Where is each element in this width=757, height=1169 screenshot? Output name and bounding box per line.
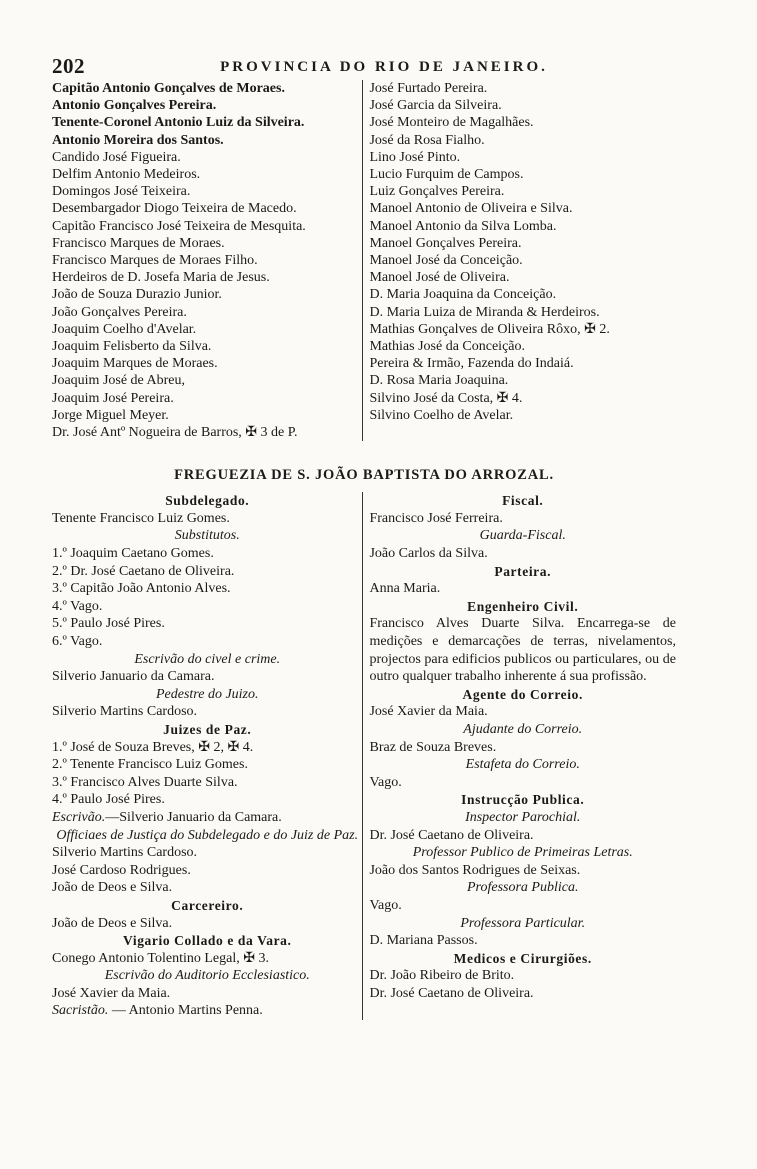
list-item: Jorge Miguel Meyer. (52, 407, 169, 423)
list-item: 3.º Capitão João Antonio Alves. (52, 581, 231, 597)
list-item: Joaquim José de Abreu, (52, 373, 185, 389)
fiscal-name: Francisco José Ferreira. (369, 510, 503, 526)
list-item: Capitão Antonio Gonçalves de Moraes. (52, 81, 285, 96)
medicos-heading: Medicos e Cirurgiões. (453, 950, 592, 966)
inspector-heading: Inspector Parochial. (465, 809, 581, 825)
list-item: Dr. João Ribeiro de Brito. (369, 968, 515, 984)
professora-particular-name: D. Mariana Passos. (369, 933, 478, 949)
list-item: 1.º Joaquim Caetano Gomes. (52, 546, 214, 562)
list-item: Antonio Moreira dos Santos. (52, 132, 224, 148)
list-item: Silvino José da Costa, ✠ 4. (369, 390, 523, 406)
list-item: 4.º Vago. (52, 598, 103, 614)
estafeta-name: Vago. (369, 774, 402, 790)
list-item: Manoel Antonio de Oliveira e Silva. (369, 201, 573, 217)
fiscal-heading: Fiscal. (502, 493, 544, 509)
list-item: Lucio Furquim de Campos. (369, 167, 524, 183)
subdelegado-heading: Subdelegado. (165, 493, 250, 509)
estafeta-heading: Estafeta do Correio. (465, 757, 580, 773)
escrivao-auditorio-name: José Xavier da Maia. (52, 985, 171, 1001)
pedestre-name: Silverio Martins Cardoso. (52, 704, 198, 720)
list-item: Capitão Francisco José Teixeira de Mesquita. (52, 218, 306, 234)
escrivao-heading: Escrivão do civel e crime. (134, 651, 281, 667)
list-item: 5.º Paulo José Pires. (52, 616, 165, 632)
list-item: João Gonçalves Pereira. (52, 304, 187, 320)
guarda-heading: Guarda-Fiscal. (479, 528, 566, 544)
list-item: Silvino Coelho de Avelar. (369, 407, 514, 423)
pedestre-heading: Pedestre do Juizo. (155, 686, 259, 702)
professor-name: João dos Santos Rodrigues de Seixas. (369, 862, 581, 878)
parteira-heading: Parteira. (494, 563, 552, 579)
list-item: D. Rosa Maria Joaquina. (369, 373, 509, 389)
guarda-name: João Carlos da Silva. (369, 546, 488, 562)
carcereiro-name: João de Deos e Silva. (52, 915, 173, 931)
escrivao-auditorio-heading: Escrivão do Auditorio Ecclesiastico. (104, 968, 310, 984)
professor-heading: Professor Publico de Primeiras Letras. (412, 845, 633, 861)
professora-particular-heading: Professora Particular. (460, 915, 586, 931)
substitutos-heading: Substitutos. (174, 528, 240, 544)
sacristao-name: — Antonio Martins Penna. (111, 1003, 263, 1019)
list-item: Herdeiros de D. Josefa Maria de Jesus. (52, 270, 270, 286)
sacristao-label: Sacristão. (52, 1003, 109, 1019)
vigario-heading: Vigario Collado e da Vara. (123, 933, 292, 949)
top-lists (52, 80, 676, 441)
bottom-right-column (362, 492, 676, 1020)
list-item: Mathias Gonçalves de Oliveira Rôxo, ✠ 2. (369, 321, 610, 337)
list-item: Luiz Gonçalves Pereira. (369, 184, 505, 200)
list-item: Manoel José de Oliveira. (369, 270, 510, 286)
engenheiro-heading: Engenheiro Civil. (467, 598, 579, 614)
list-item: José Garcia da Silveira. (369, 98, 502, 114)
list-item: Dr. José Antº Nogueira de Barros, ✠ 3 de P. (52, 425, 298, 441)
carcereiro-heading: Carcereiro. (171, 897, 244, 913)
list-item: Domingos José Teixeira. (52, 184, 191, 200)
inspector-name: Dr. José Caetano de Oliveira. (369, 827, 534, 843)
vigario-name: Conego Antonio Tolentino Legal, ✠ 3. (52, 950, 269, 966)
subdelegado-name: Tenente Francisco Luiz Gomes. (52, 510, 230, 526)
list-item: José Monteiro de Magalhães. (369, 115, 534, 131)
list-item: Dr. José Caetano de Oliveira. (369, 985, 534, 1001)
escrivao-paz-name: —Silverio Januario da Camara. (105, 809, 282, 825)
top-right-column (362, 80, 676, 441)
list-item: Desembargador Diogo Teixeira de Macedo. (52, 201, 297, 217)
list-item: Silverio Martins Cardoso. (52, 845, 198, 861)
page (52, 50, 676, 1020)
agente-name: José Xavier da Maia. (369, 704, 488, 720)
page-header (52, 50, 676, 80)
professora-name: Vago. (369, 897, 402, 913)
list-item: Joaquim Coelho d'Avelar. (52, 321, 197, 337)
list-item: 3.º Francisco Alves Duarte Silva. (52, 774, 238, 790)
list-item: José Cardoso Rodrigues. (52, 862, 191, 878)
instruccao-heading: Instrucção Publica. (461, 792, 585, 808)
list-item: Joaquim Felisberto da Silva. (52, 339, 212, 355)
escrivao-paz-line (52, 809, 362, 827)
list-item: Francisco Marques de Moraes. (52, 235, 225, 251)
bottom-left-column (52, 492, 362, 1020)
parish-officials (52, 492, 676, 1020)
parteira-name: Anna Maria. (369, 581, 441, 597)
sacristao-line (52, 1002, 362, 1020)
list-item: João de Deos e Silva. (52, 880, 173, 896)
list-item: D. Maria Luiza de Miranda & Herdeiros. (369, 304, 600, 320)
list-item: Manoel José da Conceição. (369, 253, 523, 269)
page-title: PROVINCIA DO RIO DE JANEIRO. (220, 59, 548, 75)
professora-heading: Professora Publica. (467, 880, 579, 896)
ajudante-name: Braz de Souza Breves. (369, 739, 497, 755)
list-item: Joaquim José Pereira. (52, 390, 174, 406)
list-item: 4.º Paulo José Pires. (52, 792, 165, 808)
section-title: FREGUEZIA DE S. JOÃO BAPTISTA DO ARROZAL. (174, 467, 554, 484)
list-item: 2.º Dr. José Caetano de Oliveira. (52, 563, 235, 579)
officiaes-heading: Officiaes de Justiça do Subdelegado e do Juiz de Paz. (56, 827, 359, 843)
list-item: Delfim Antonio Medeiros. (52, 167, 201, 183)
list-item: Manoel Antonio da Silva Lomba. (369, 218, 557, 234)
page-number: 202 (52, 54, 85, 78)
list-item: Pereira & Irmão, Fazenda do Indaiá. (369, 356, 574, 372)
juizes-heading: Juizes de Paz. (163, 721, 252, 737)
escrivao-paz-label: Escrivão. (52, 809, 106, 825)
list-item: D. Maria Joaquina da Conceição. (369, 287, 557, 303)
list-item: 2.º Tenente Francisco Luiz Gomes. (52, 757, 248, 773)
ajudante-heading: Ajudante do Correio. (463, 721, 583, 737)
list-item: Lino José Pinto. (369, 149, 461, 165)
agente-heading: Agente do Correio. (462, 686, 583, 702)
list-item: 6.º Vago. (52, 634, 103, 650)
list-item: 1.º José de Souza Breves, ✠ 2, ✠ 4. (52, 739, 254, 755)
list-item: José da Rosa Fialho. (369, 132, 485, 148)
list-item: Francisco Marques de Moraes Filho. (52, 253, 258, 269)
top-left-column (52, 80, 362, 441)
list-item: Antonio Gonçalves Pereira. (52, 98, 217, 114)
list-item: Candido José Figueira. (52, 149, 181, 165)
list-item: Mathias José da Conceição. (369, 339, 525, 355)
escrivao-name: Silverio Januario da Camara. (52, 669, 215, 685)
list-item: José Furtado Pereira. (369, 81, 488, 96)
list-item: João de Souza Durazio Junior. (52, 287, 222, 303)
list-item: Joaquim Marques de Moraes. (52, 356, 218, 372)
engenheiro-description: Francisco Alves Duarte Silva. Encarrega-se de medições e demarcações de terras, nivelamentos, projectos para edificios publicos ou particulares, ou de outro qualquer trabalho inherente á sua profissão. (369, 616, 676, 685)
list-item: Tenente-Coronel Antonio Luiz da Silveira. (52, 115, 305, 131)
list-item: Manoel Gonçalves Pereira. (369, 235, 522, 251)
